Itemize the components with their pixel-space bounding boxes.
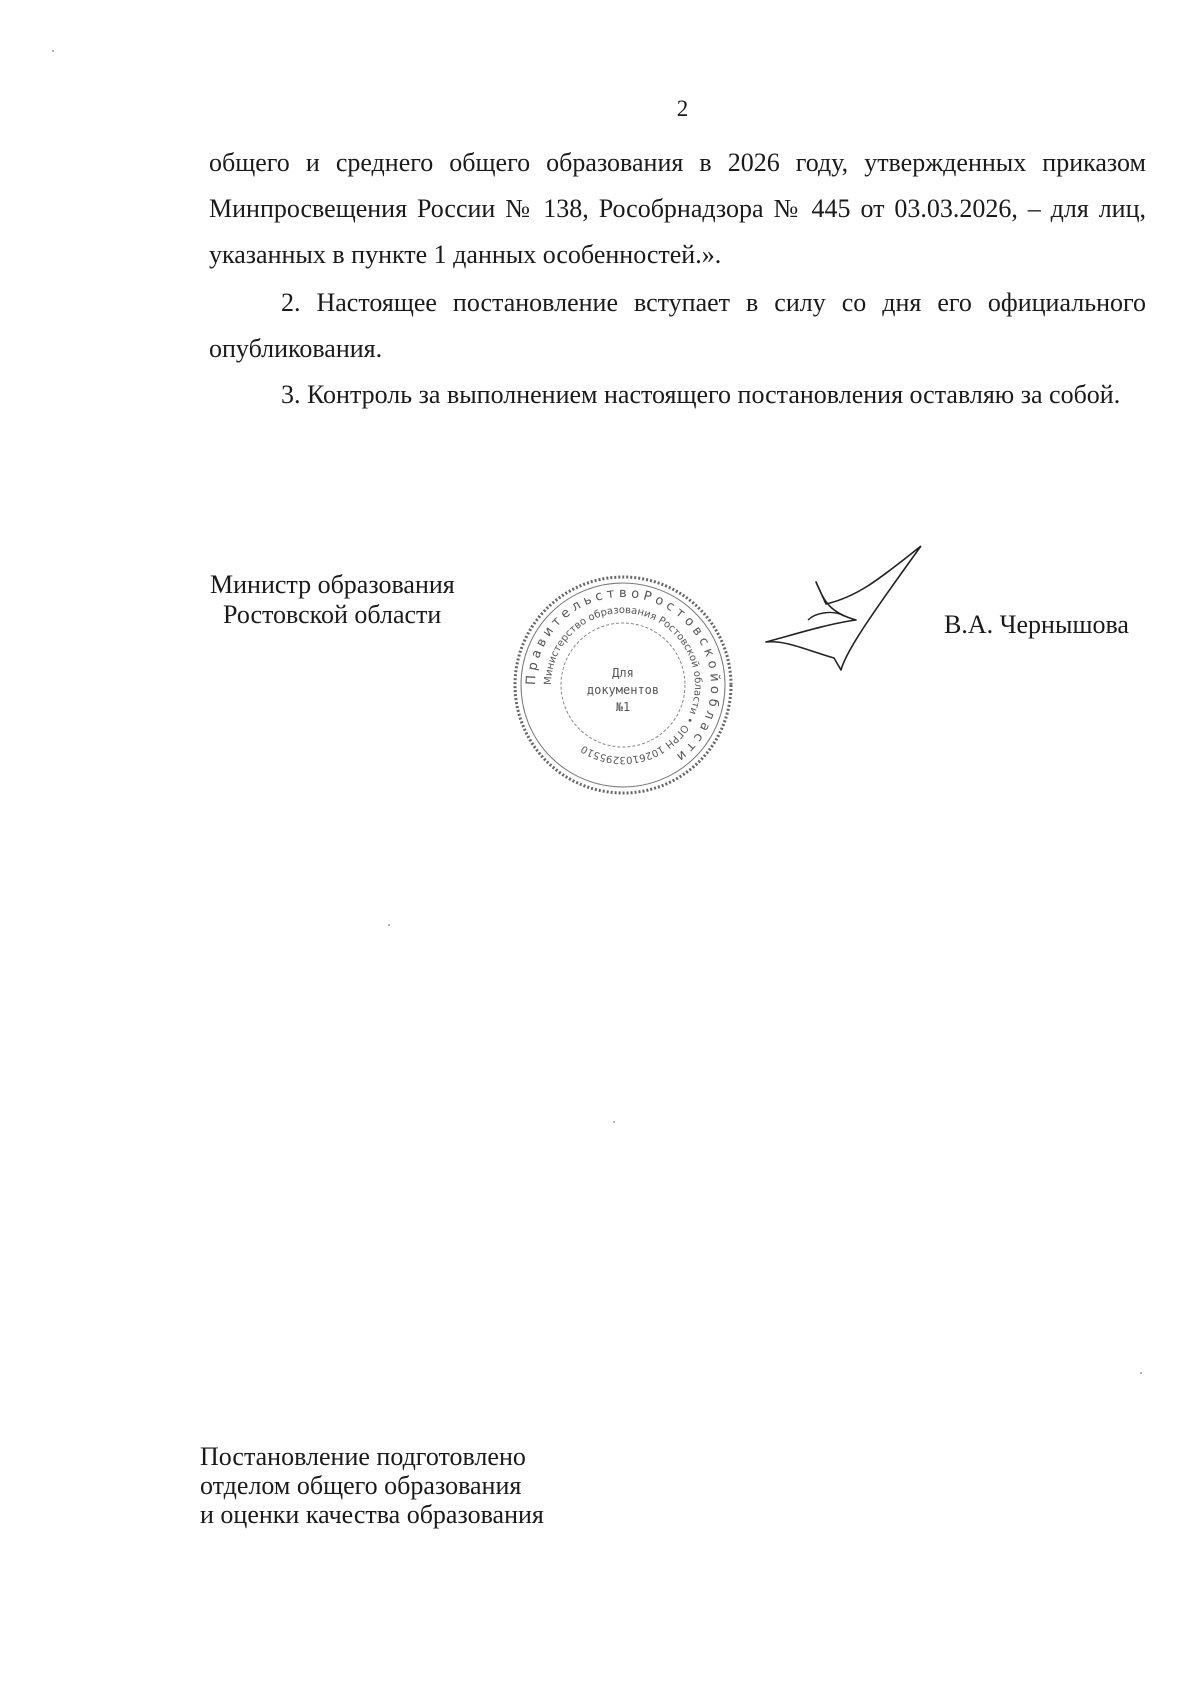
official-seal	[510, 572, 736, 798]
prepared-by-note	[200, 1442, 544, 1529]
prepared-line2: отделом общего образования	[200, 1471, 522, 1500]
paragraph-2: 2. Настоящее постановление вступает в силу со дня его официального опубликования.	[209, 288, 1146, 363]
signer-name: В.А. Чернышова	[944, 610, 1129, 639]
seal-inner-text: Министерство образования Ростовской области • ОГРН 1026103295510	[542, 604, 704, 766]
handwritten-signature	[756, 542, 926, 682]
seal-center-line3: №1	[615, 700, 631, 714]
seal-center-line1: Для	[612, 666, 634, 680]
signer-title-line2: Ростовской области	[223, 600, 442, 629]
page-number: 2	[676, 96, 689, 121]
scan-speck	[52, 50, 54, 52]
prepared-line1: Постановление подготовлено	[200, 1442, 526, 1471]
prepared-line3: и оценки качества образования	[200, 1500, 544, 1529]
seal-outer-text: П р а в и т е л ь с т в о Р о с т о в с к о й о б л а с т и	[523, 585, 723, 764]
scan-speck	[1140, 1372, 1142, 1374]
signer-title	[210, 570, 455, 630]
signer-title-line1: Министр образования	[210, 570, 455, 599]
scan-speck	[388, 924, 390, 926]
paragraph-continuation: общего и среднего общего образования в 2026 году, утвержденных приказом Минпросвещения России № 138, Рособрнадзора № 445 от 03.03.2026, – для лиц, указанных в пункте 1 данных особенностей.».	[209, 148, 1146, 269]
seal-center-line2: документов	[586, 683, 660, 697]
paragraph-3: 3. Контроль за выполнением настоящего постановления оставляю за собой.	[281, 380, 1121, 409]
scan-speck	[613, 1121, 615, 1123]
document-body	[209, 140, 1146, 418]
